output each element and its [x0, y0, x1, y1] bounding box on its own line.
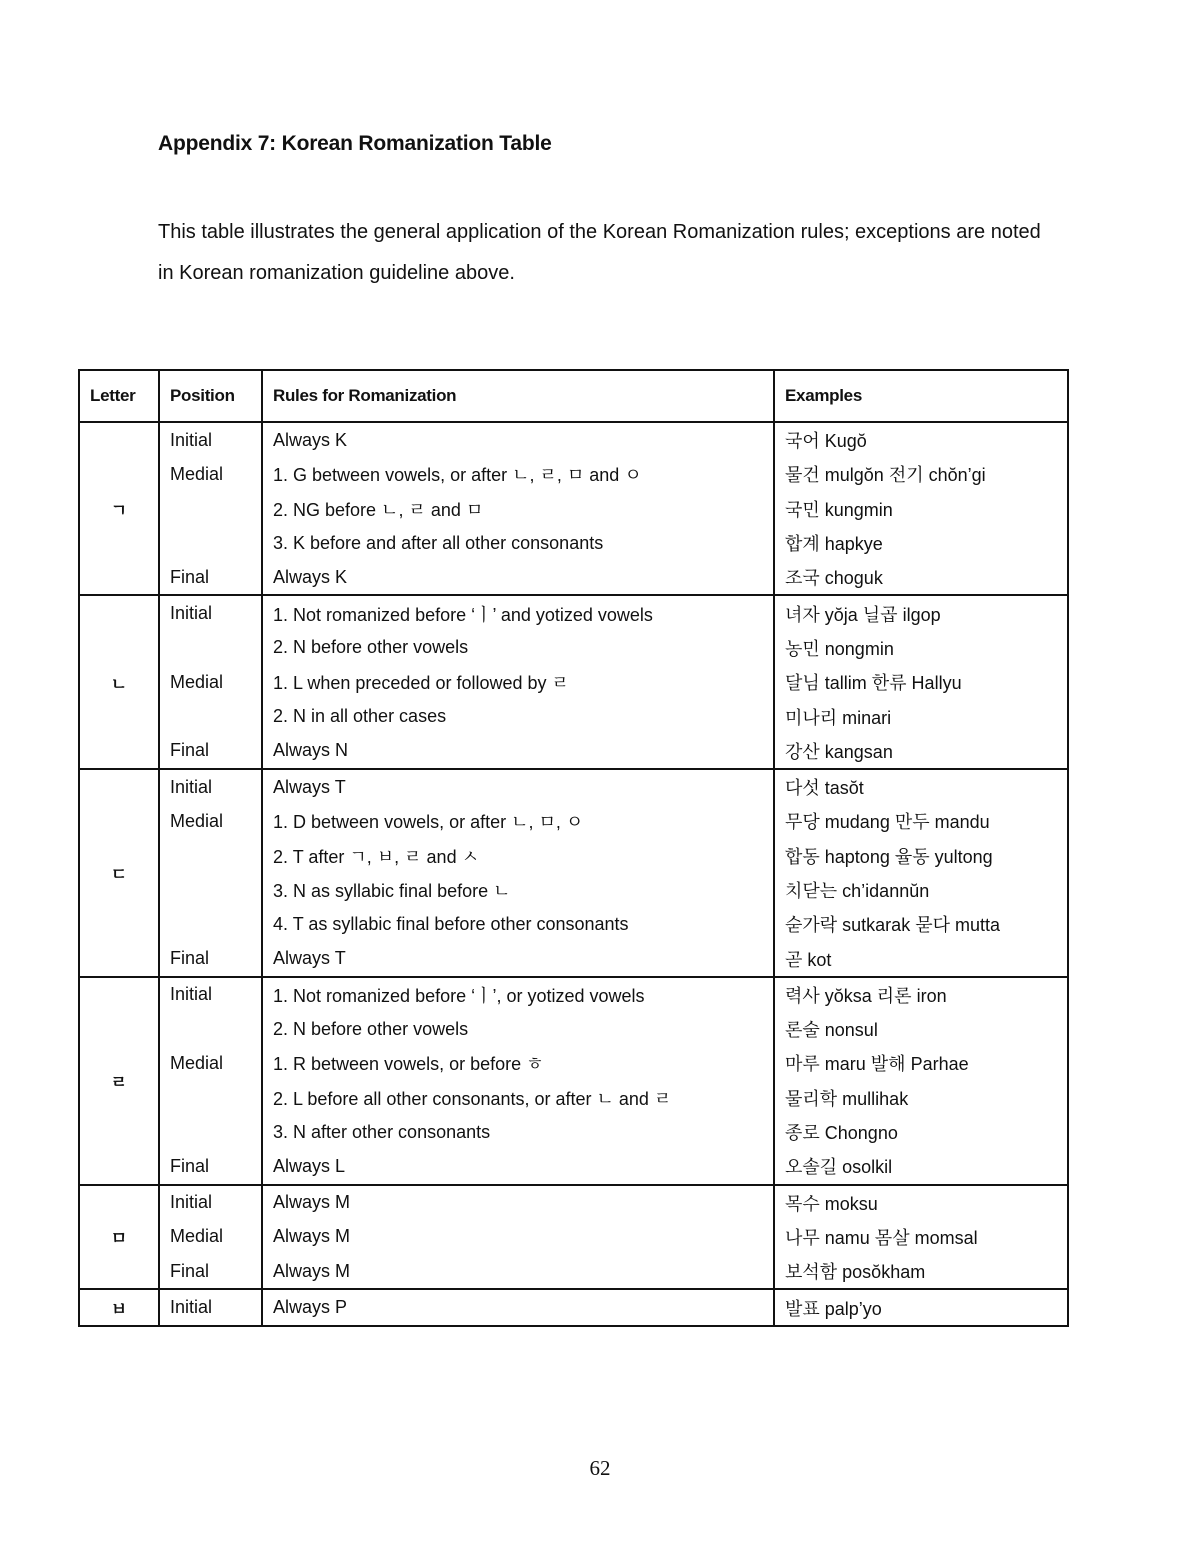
example-cell: 마루 maru 발해 Parhae	[774, 1046, 1068, 1080]
table-row	[79, 492, 1068, 526]
example-cell: 숟가락 sutkarak 묻다 mutta	[774, 907, 1068, 941]
letter-cell: ㄷ	[79, 769, 159, 977]
rule-cell: 2. NG before ㄴ, ㄹ and ㅁ	[262, 492, 774, 526]
header-examples: Examples	[774, 370, 1068, 422]
table-row	[79, 1046, 1068, 1080]
example-cell: 보석함 posŏkham	[774, 1254, 1068, 1289]
rule-cell: 1. R between vowels, or before ㅎ	[262, 1046, 774, 1080]
position-cell: Final	[159, 1149, 262, 1184]
position-cell: Initial	[159, 769, 262, 804]
header-position: Position	[159, 370, 262, 422]
example-cell: 종로 Chongno	[774, 1115, 1068, 1149]
example-cell: 국어 Kugŏ	[774, 422, 1068, 457]
example-cell: 오솔길 osolkil	[774, 1149, 1068, 1184]
example-cell: 물리학 mullihak	[774, 1081, 1068, 1115]
rule-cell: 2. N in all other cases	[262, 699, 774, 733]
table-row	[79, 422, 1068, 457]
table-row	[79, 665, 1068, 699]
rule-cell: 1. Not romanized before ‘ㅣ’ and yotized vowels	[262, 595, 774, 630]
table-row	[79, 560, 1068, 595]
rule-cell: 3. N after other consonants	[262, 1115, 774, 1149]
table-row	[79, 1115, 1068, 1149]
table-row	[79, 1081, 1068, 1115]
rule-cell: 2. T after ㄱ, ㅂ, ㄹ and ㅅ	[262, 839, 774, 873]
table-row	[79, 1220, 1068, 1254]
example-cell: 목수 moksu	[774, 1185, 1068, 1220]
rule-cell: 1. D between vowels, or after ㄴ, ㅁ, ㅇ	[262, 804, 774, 838]
example-cell: 농민 nongmin	[774, 631, 1068, 665]
header-rules: Rules for Romanization	[262, 370, 774, 422]
position-cell: Medial	[159, 1046, 262, 1080]
table-header-row	[79, 370, 1068, 422]
rule-cell: Always N	[262, 734, 774, 769]
rule-cell: Always M	[262, 1220, 774, 1254]
example-cell: 곧 kot	[774, 941, 1068, 976]
example-cell: 다섯 tasŏt	[774, 769, 1068, 804]
rule-cell: Always M	[262, 1185, 774, 1220]
example-cell: 론술 nonsul	[774, 1012, 1068, 1046]
letter-cell: ㅁ	[79, 1185, 159, 1290]
example-cell: 달님 tallim 한류 Hallyu	[774, 665, 1068, 699]
page-number: 62	[589, 1456, 611, 1480]
example-cell: 물건 mulgŏn 전기 chŏn’gi	[774, 457, 1068, 491]
rule-cell: 1. L when preceded or followed by ㄹ	[262, 665, 774, 699]
letter-cell: ㅂ	[79, 1289, 159, 1325]
rule-cell: Always L	[262, 1149, 774, 1184]
romanization-table	[78, 369, 1069, 1327]
letter-cell: ㄹ	[79, 977, 159, 1185]
page-title: Appendix 7: Korean Romanization Table	[158, 132, 552, 155]
position-cell: Final	[159, 734, 262, 769]
letter-cell: ㄱ	[79, 422, 159, 595]
table-row	[79, 699, 1068, 733]
rule-cell: 1. Not romanized before ‘ㅣ’, or yotized vowels	[262, 977, 774, 1012]
example-cell: 국민 kungmin	[774, 492, 1068, 526]
example-cell: 조국 choguk	[774, 560, 1068, 595]
table-row	[79, 907, 1068, 941]
rule-cell: Always K	[262, 422, 774, 457]
position-cell	[159, 631, 262, 665]
table-row	[79, 977, 1068, 1012]
position-cell: Initial	[159, 977, 262, 1012]
table-row	[79, 1012, 1068, 1046]
rule-cell: 4. T as syllabic final before other consonants	[262, 907, 774, 941]
position-cell: Medial	[159, 804, 262, 838]
rule-cell: Always P	[262, 1289, 774, 1325]
table-row	[79, 595, 1068, 630]
position-cell	[159, 907, 262, 941]
position-cell: Initial	[159, 1289, 262, 1325]
rule-cell: 1. G between vowels, or after ㄴ, ㄹ, ㅁ and ㅇ	[262, 457, 774, 491]
table-row	[79, 1149, 1068, 1184]
example-cell: 치닫는 ch’idannŭn	[774, 873, 1068, 907]
table-body	[79, 422, 1068, 1326]
rule-cell: Always T	[262, 941, 774, 976]
example-cell: 발표 palp’yo	[774, 1289, 1068, 1325]
position-cell	[159, 1012, 262, 1046]
letter-cell: ㄴ	[79, 595, 159, 768]
rule-cell: 2. N before other vowels	[262, 631, 774, 665]
position-cell: Medial	[159, 1220, 262, 1254]
position-cell: Medial	[159, 457, 262, 491]
position-cell: Medial	[159, 665, 262, 699]
example-cell: 미나리 minari	[774, 699, 1068, 733]
position-cell: Final	[159, 941, 262, 976]
intro-paragraph: This table illustrates the general application of the Korean Romanization rules; exceptions are noted in Korean romanization guideline above.	[158, 221, 1041, 284]
table-row	[79, 769, 1068, 804]
rule-cell: 3. K before and after all other consonants	[262, 526, 774, 560]
example-cell: 무당 mudang 만두 mandu	[774, 804, 1068, 838]
table-row	[79, 873, 1068, 907]
header-letter: Letter	[79, 370, 159, 422]
position-cell: Initial	[159, 1185, 262, 1220]
table-row	[79, 526, 1068, 560]
table-row	[79, 1289, 1068, 1325]
table-row	[79, 457, 1068, 491]
example-cell: 녀자 yŏja 닐곱 ilgop	[774, 595, 1068, 630]
table-row	[79, 1185, 1068, 1220]
position-cell	[159, 526, 262, 560]
example-cell: 합계 hapkye	[774, 526, 1068, 560]
example-cell: 합동 haptong 율동 yultong	[774, 839, 1068, 873]
position-cell: Final	[159, 560, 262, 595]
position-cell: Initial	[159, 422, 262, 457]
rule-cell: Always T	[262, 769, 774, 804]
example-cell: 력사 yŏksa 리론 iron	[774, 977, 1068, 1012]
position-cell	[159, 873, 262, 907]
position-cell: Initial	[159, 595, 262, 630]
rule-cell: 2. L before all other consonants, or after ㄴ and ㄹ	[262, 1081, 774, 1115]
table-row	[79, 631, 1068, 665]
position-cell	[159, 1081, 262, 1115]
table-row	[79, 804, 1068, 838]
table-row	[79, 734, 1068, 769]
rule-cell: 2. N before other vowels	[262, 1012, 774, 1046]
example-cell: 나무 namu 몸살 momsal	[774, 1220, 1068, 1254]
position-cell	[159, 492, 262, 526]
position-cell	[159, 1115, 262, 1149]
example-cell: 강산 kangsan	[774, 734, 1068, 769]
rule-cell: Always M	[262, 1254, 774, 1289]
table-row	[79, 941, 1068, 976]
rule-cell: Always K	[262, 560, 774, 595]
table-row	[79, 839, 1068, 873]
position-cell	[159, 699, 262, 733]
table-row	[79, 1254, 1068, 1289]
position-cell	[159, 839, 262, 873]
rule-cell: 3. N as syllabic final before ㄴ	[262, 873, 774, 907]
position-cell: Final	[159, 1254, 262, 1289]
